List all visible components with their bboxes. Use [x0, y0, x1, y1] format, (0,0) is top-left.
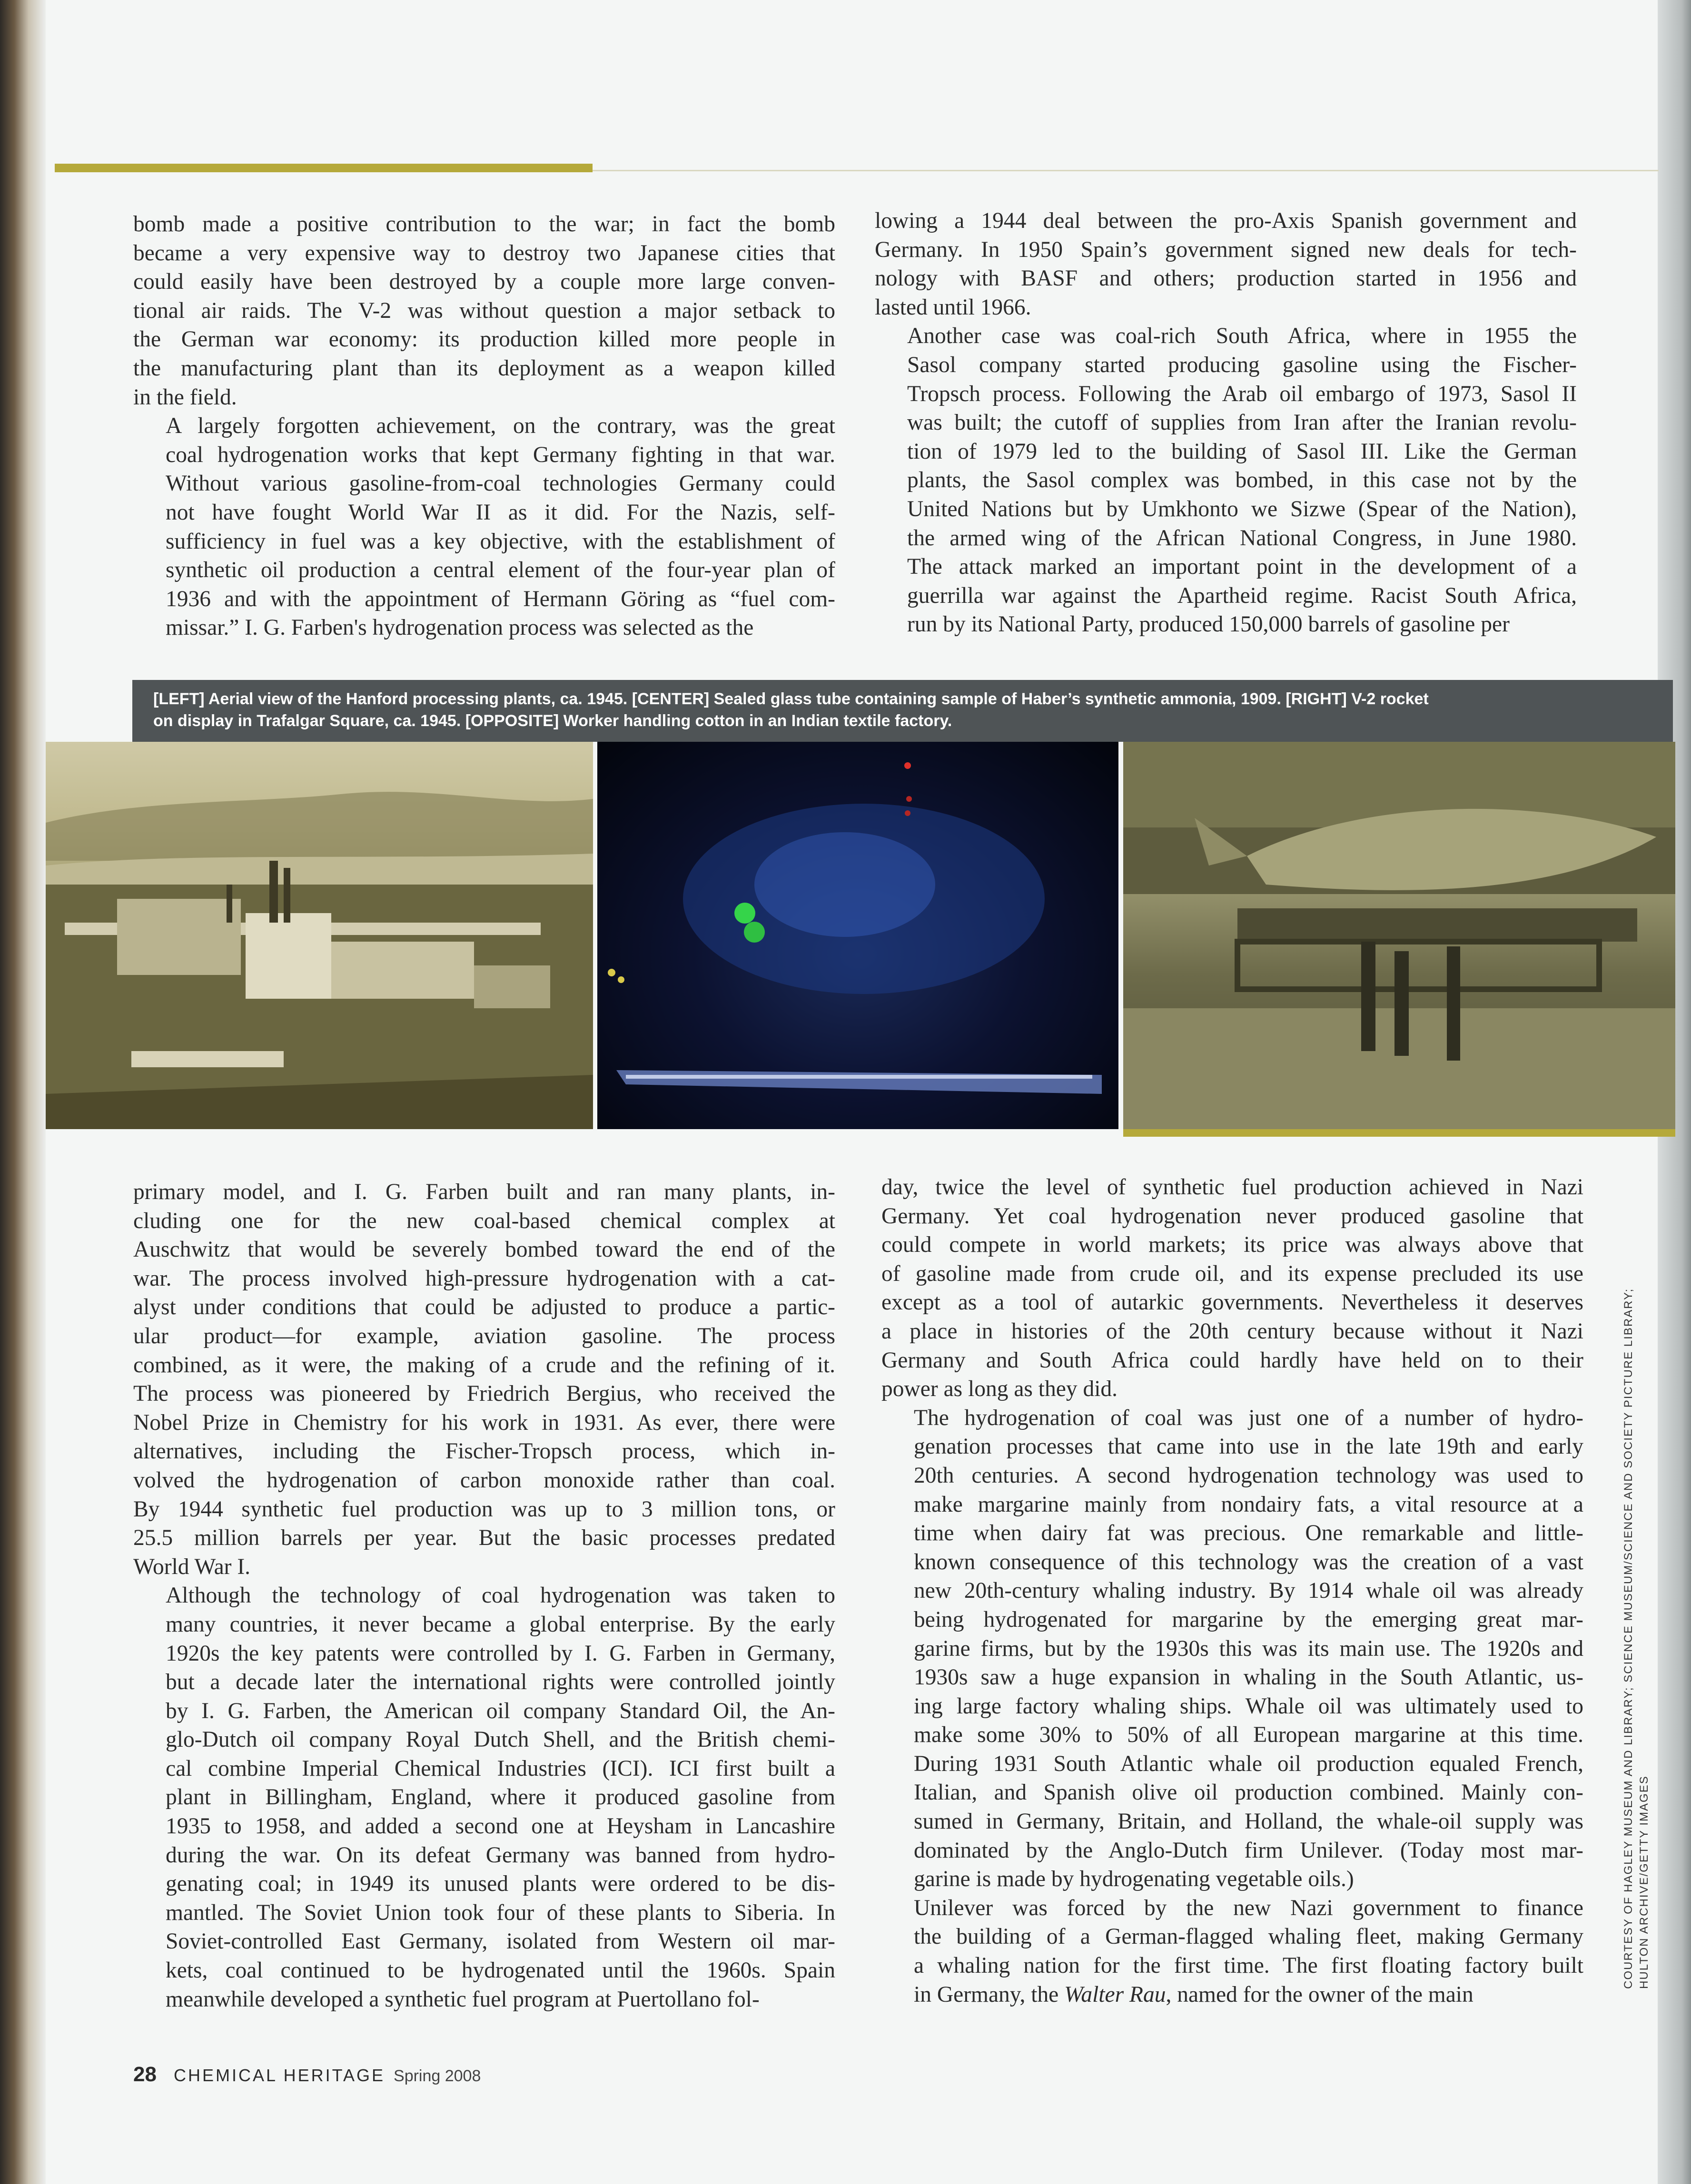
- paragraph: [133, 1178, 835, 1581]
- text-line: tion of 1979 led to the building of Sasol III. Like the German: [907, 439, 1577, 464]
- text-line: but a decade later the international rights were controlled jointly: [166, 1670, 835, 1695]
- text-line: power as long as they did.: [881, 1377, 1118, 1402]
- text-line: garine firms, but by the 1930s this was its main use. The 1920s and: [914, 1636, 1583, 1661]
- text-line: World War I.: [133, 1554, 251, 1579]
- paragraph: [133, 412, 835, 642]
- text-line: Auschwitz that would be severely bombed toward the end of the: [133, 1237, 835, 1262]
- text-line: synthetic oil production a central element of the four-year plan of: [166, 558, 835, 583]
- text-line: could compete in world markets; its price was always above that: [881, 1232, 1583, 1258]
- text-line: The process was pioneered by Friedrich Bergius, who received the: [133, 1381, 835, 1407]
- text-line: tional air raids. The V-2 was without question a major setback to: [133, 298, 835, 323]
- text-line: 1930s saw a huge expansion in whaling in the South Atlantic, us-: [914, 1665, 1583, 1690]
- text-line: 20th centuries. A second hydrogenation technology was used to: [914, 1463, 1583, 1488]
- text-line: the building of a German-flagged whaling fleet, making Germany: [914, 1924, 1583, 1949]
- paragraph: [881, 1404, 1583, 1894]
- text-line: nology with BASF and others; production started in 1956 and: [875, 266, 1577, 291]
- paragraph: [875, 207, 1577, 322]
- issue-date: Spring 2008: [394, 2067, 481, 2085]
- paragraph: [875, 322, 1577, 639]
- text-line: lasted until 1966.: [875, 295, 1031, 320]
- text-line: sumed in Germany, Britain, and Holland, the whale-oil supply was: [914, 1809, 1583, 1834]
- text-line: During 1931 South Atlantic whale oil production equaled French,: [914, 1751, 1583, 1776]
- text-line: became a very expensive way to destroy two Japanese cities that: [133, 240, 835, 266]
- text-line: Germany. In 1950 Spain’s government signed new deals for tech-: [875, 237, 1577, 262]
- text-line: plant in Billingham, England, where it produced gasoline from: [166, 1785, 835, 1810]
- text-line: Another case was coal-rich South Africa, where in 1955 the: [907, 324, 1577, 349]
- text-line: new 20th-century whaling industry. By 1914 whale oil was already: [914, 1578, 1583, 1604]
- text-line: sufficiency in fuel was a key objective, with the establishment of: [166, 529, 835, 554]
- text-line: not have fought World War II as it did. For the Nazis, self-: [166, 500, 835, 525]
- text-line: 1935 to 1958, and added a second one at Heysham in Lancashire: [166, 1814, 835, 1839]
- text-line: being hydrogenated for margarine by the emerging great mar-: [914, 1607, 1583, 1632]
- photo-caption: [153, 688, 1648, 732]
- v2-rocket-image: [1123, 742, 1675, 1129]
- text-line: Without various gasoline-from-coal technologies Germany could: [166, 471, 835, 496]
- text-line: cluding one for the new coal-based chemical complex at: [133, 1208, 835, 1233]
- text-line: many countries, it never became a global enterprise. By the early: [166, 1612, 835, 1637]
- text-line: A largely forgotten achievement, on the contrary, was the great: [166, 413, 835, 439]
- ship-name: Walter Rau: [1064, 1982, 1166, 2007]
- page-number: 28: [133, 2063, 157, 2086]
- page-footer: [133, 2063, 481, 2086]
- text-line: Soviet-controlled East Germany, isolated from Western oil mar-: [166, 1929, 835, 1954]
- text-line: ing large factory whaling ships. Whale oil was ultimately used to: [914, 1693, 1583, 1719]
- text-line: time when dairy fat was precious. One remarkable and little-: [914, 1521, 1583, 1546]
- text-line: day, twice the level of synthetic fuel production achieved in Nazi: [881, 1175, 1583, 1200]
- text-line: Although the technology of coal hydrogenation was taken to: [166, 1583, 835, 1608]
- text-line: Tropsch process. Following the Arab oil embargo of 1973, Sasol II: [907, 381, 1577, 406]
- text-line: alternatives, including the Fischer-Tropsch process, which in-: [133, 1439, 835, 1464]
- ammonia-tube-image: [597, 742, 1118, 1129]
- text-line: alyst under conditions that could be adjusted to produce a partic-: [133, 1295, 835, 1320]
- text-line: mantled. The Soviet Union took four of these plants to Siberia. In: [166, 1900, 835, 1925]
- text-line: combined, as it were, the making of a crude and the refining of it.: [133, 1352, 835, 1377]
- text-line: missar.” I. G. Farben's hydrogenation process was selected as the: [166, 615, 754, 640]
- top-accent-rule: [55, 164, 593, 172]
- magazine-title: CHEMICAL HERITAGE: [173, 2066, 386, 2085]
- text-line: a whaling nation for the first time. The first floating factory built: [914, 1953, 1583, 1978]
- photo-ammonia-tube: [597, 742, 1118, 1129]
- text-line: in Germany, the Walter Rau, named for the owner of the main: [914, 1982, 1473, 2007]
- text-line: the German war economy: its production killed more people in: [133, 327, 835, 352]
- text-line: ular product—for example, aviation gasoline. The process: [133, 1323, 835, 1348]
- text-line: cal combine Imperial Chemical Industries (ICI). ICI first built a: [166, 1756, 835, 1781]
- text-line: By 1944 synthetic fuel production was up to 3 million tons, or: [133, 1496, 835, 1522]
- text-line: Germany. Yet coal hydrogenation never produced gasoline that: [881, 1203, 1583, 1229]
- text-line: in the field.: [133, 384, 237, 410]
- text-line: make margarine mainly from nondairy fats, a vital resource at a: [914, 1492, 1583, 1517]
- text-line: The hydrogenation of coal was just one of a number of hydro-: [914, 1405, 1583, 1430]
- text-line: of gasoline made from crude oil, and its expense precluded its use: [881, 1261, 1583, 1286]
- text-line: 1936 and with the appointment of Hermann Göring as “fuel com-: [166, 586, 835, 611]
- text-line: the armed wing of the African National Congress, in June 1980.: [907, 525, 1577, 551]
- caption-line-2: on display in Trafalgar Square, ca. 1945. [OPPOSITE] Worker handling cotton in an Indian textile factory.: [153, 712, 952, 730]
- text-line: Germany and South Africa could hardly have held on to their: [881, 1348, 1583, 1373]
- paragraph: [881, 1894, 1583, 2009]
- photo-v2-rocket: [1123, 742, 1675, 1129]
- text-line: Nobel Prize in Chemistry for his work in 1931. As ever, there were: [133, 1410, 835, 1435]
- text-line: run by its National Party, produced 150,000 barrels of gasoline per: [907, 612, 1510, 637]
- text-line: United Nations but by Umkhonto we Sizwe (Spear of the Nation),: [907, 496, 1577, 521]
- text-line: a place in histories of the 20th century because without it Nazi: [881, 1318, 1583, 1344]
- text-line: Unilever was forced by the new Nazi government to finance: [914, 1895, 1583, 1920]
- text-line: volved the hydrogenation of carbon monoxide rather than coal.: [133, 1467, 835, 1493]
- photo-credit: [1621, 1251, 1652, 1989]
- text-line: Sasol company started producing gasoline using the Fischer-: [907, 352, 1577, 377]
- text-line: known consequence of this technology was the creation of a vast: [914, 1549, 1583, 1574]
- text-line: garine is made by hydrogenating vegetable oils.): [914, 1867, 1354, 1892]
- column-1-bottom: [133, 1178, 835, 2014]
- text-line: 1920s the key patents were controlled by I. G. Farben in Germany,: [166, 1641, 835, 1666]
- photo-hanford-plants: [46, 742, 593, 1129]
- text-line: glo-Dutch oil company Royal Dutch Shell, and the British chemi-: [166, 1727, 835, 1752]
- text-line: dominated by the Anglo-Dutch firm Unilever. (Today most mar-: [914, 1838, 1583, 1863]
- column-1-top: [133, 210, 835, 642]
- column-2-top: [875, 207, 1577, 639]
- text-line: the manufacturing plant than its deployment as a weapon killed: [133, 355, 835, 381]
- text-line: war. The process involved high-pressure hydrogenation with a cat-: [133, 1266, 835, 1291]
- text-line: could easily have been destroyed by a couple more large conven-: [133, 269, 835, 295]
- photo-bottom-rule: [1123, 1129, 1675, 1137]
- top-thin-rule: [593, 170, 1659, 171]
- text-line: kets, coal continued to be hydrogenated until the 1960s. Spain: [166, 1958, 835, 1983]
- text-line: meanwhile developed a synthetic fuel program at Puertollano fol-: [166, 1987, 760, 2012]
- text-line: bomb made a positive contribution to the war; in fact the bomb: [133, 212, 835, 236]
- text-line: The attack marked an important point in the development of a: [907, 554, 1577, 580]
- credit-line-1: COURTESY OF HAGLEY MUSEUM AND LIBRARY; SCIENCE MUSEUM/SCIENCE AND SOCIETY PICTURE LIBRARY;: [1622, 1288, 1635, 1989]
- text-line: Italian, and Spanish olive oil production combined. Mainly con-: [914, 1780, 1583, 1805]
- text-line: during the war. On its defeat Germany was banned from hydro-: [166, 1842, 835, 1868]
- text-line: plants, the Sasol complex was bombed, in this case not by the: [907, 468, 1577, 493]
- scan-left-edge: [0, 0, 46, 2184]
- text-line: coal hydrogenation works that kept Germany fighting in that war.: [166, 442, 835, 467]
- paragraph: [133, 210, 835, 412]
- credit-line-2: HULTON ARCHIVE/GETTY IMAGES: [1638, 1775, 1651, 1989]
- text-line: by I. G. Farben, the American oil company Standard Oil, the An-: [166, 1698, 835, 1723]
- text-line: make some 30% to 50% of all European margarine at this time.: [914, 1722, 1583, 1748]
- text-line: except as a tool of autarkic governments. Nevertheless it deserves: [881, 1290, 1583, 1315]
- text-line: genating coal; in 1949 its unused plants were ordered to be dis-: [166, 1871, 835, 1897]
- text-line: was built; the cutoff of supplies from Iran after the Iranian revolu-: [907, 410, 1577, 435]
- text-line: 25.5 million barrels per year. But the basic processes predated: [133, 1525, 835, 1551]
- caption-line-1: [LEFT] Aerial view of the Hanford processing plants, ca. 1945. [CENTER] Sealed glass tube containing sample of Haber’s synthetic ammonia, 1909. [RIGHT] V-2 rocket: [153, 690, 1429, 708]
- paragraph: [133, 1581, 835, 2014]
- text-line: primary model, and I. G. Farben built and ran many plants, in-: [133, 1180, 835, 1204]
- paragraph: [881, 1173, 1583, 1404]
- hanford-plants-image: [46, 742, 593, 1129]
- column-2-bottom: [881, 1173, 1583, 2009]
- text-line: genation processes that came into use in the late 19th and early: [914, 1434, 1583, 1459]
- text-line: lowing a 1944 deal between the pro-Axis Spanish government and: [875, 208, 1577, 233]
- text-line: guerrilla war against the Apartheid regime. Racist South Africa,: [907, 583, 1577, 608]
